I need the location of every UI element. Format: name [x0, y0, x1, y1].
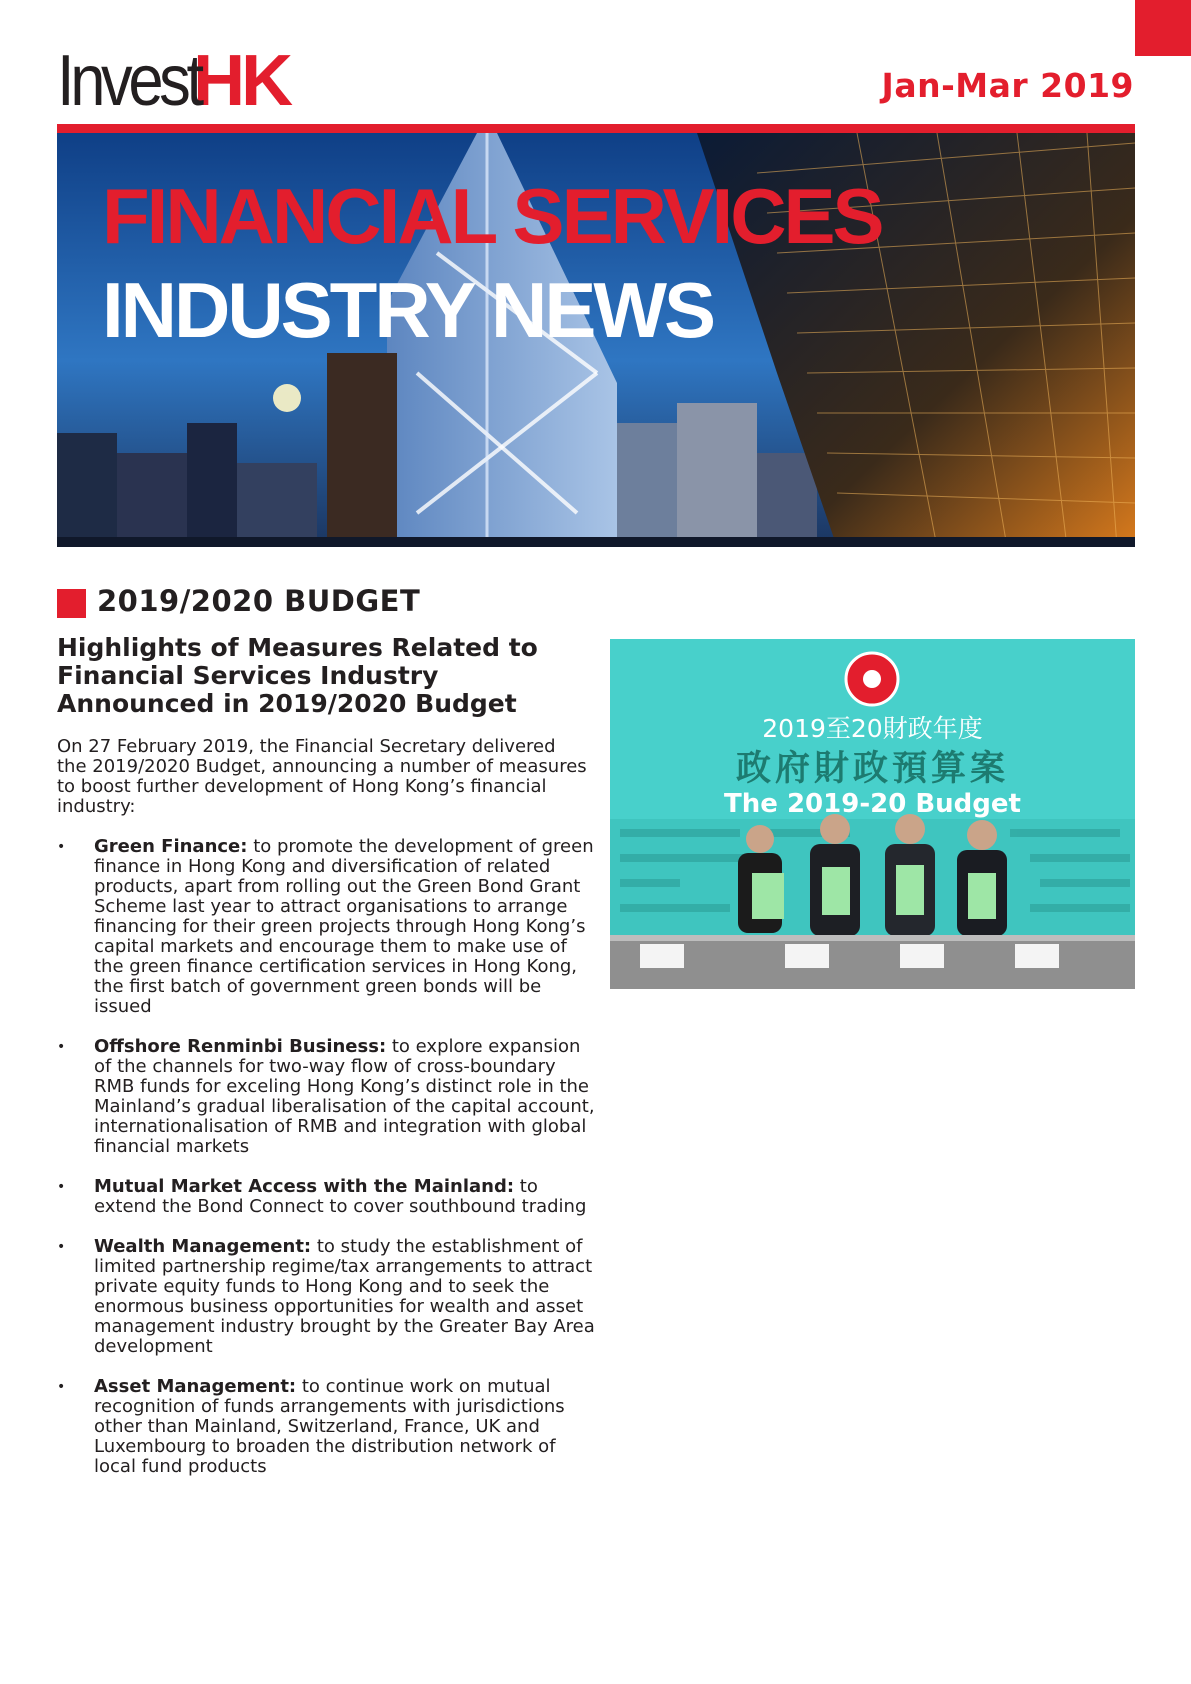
hero-title-line1: FINANCIAL SERVICES	[102, 172, 882, 260]
list-item-mutual-market-access	[57, 1177, 597, 1217]
logo-word-invest: Invest	[57, 41, 200, 121]
section-title: 2019/2020 BUDGET	[97, 584, 421, 618]
bullet-icon: •	[57, 839, 66, 855]
bullet-heading: Green Finance:	[94, 836, 248, 857]
issue-date: Jan-Mar 2019	[881, 66, 1134, 105]
bullet-heading: Offshore Renminbi Business:	[94, 1036, 387, 1057]
photo-backdrop-year: 2019至20財政年度	[762, 714, 983, 743]
investhk-logo	[57, 41, 290, 121]
section-marker	[57, 589, 86, 618]
bullet-heading: Wealth Management:	[94, 1236, 312, 1257]
bullet-text: to study the establishment of limited partnership regime/tax arrangements to attract private equity funds to Hong Kong and to seek the enormous business opportunities for wealth and asset management industry brought by the Greater Bay Area development	[94, 1236, 595, 1357]
photo-backdrop-title-english: The 2019-20 Budget	[724, 789, 1021, 819]
bullet-text: to promote the development of green finance in Hong Kong and diversification of related products, apart from rolling out the Green Bond Grant Scheme last year to attract organisations to arrange financing for their green projects through Hong Kong’s capital markets and encourage them to make use of the green finance certification services in Hong Kong, the first batch of government green bonds will be issued	[94, 836, 594, 1017]
photo-backdrop-title-chinese: 政府財政預算案	[735, 749, 1009, 789]
bullet-icon: •	[57, 1179, 66, 1195]
bullet-text: to explore expansion of the channels for two-way flow of cross-boundary RMB funds for exceling Hong Kong’s distinct role in the Mainland’s gradual liberalisation of the capital account, internationalisation of RMB and integration with global financial markets	[94, 1036, 595, 1157]
header-divider	[57, 124, 1135, 133]
bullet-icon: •	[57, 1239, 66, 1255]
logo-word-hk: HK	[193, 41, 290, 121]
list-item-offshore-renminbi	[57, 1037, 597, 1157]
bullet-heading: Mutual Market Access with the Mainland:	[94, 1176, 515, 1197]
hero-banner	[57, 133, 1135, 547]
bullet-text: to extend the Bond Connect to cover southbound trading	[94, 1176, 587, 1217]
corner-accent-block	[1135, 0, 1191, 56]
list-item-green-finance	[57, 837, 597, 1017]
bullet-text: to continue work on mutual recognition of funds arrangements with jurisdictions other than Mainland, Switzerland, France, UK and Luxembourg to broaden the distribution network of local fund products	[94, 1376, 565, 1477]
bullet-icon: •	[57, 1039, 66, 1055]
measures-list	[57, 837, 597, 1477]
article-headline: Highlights of Measures Related to Financial Services Industry Announced in 2019/2020 Budget	[57, 633, 538, 718]
article-intro: On 27 February 2019, the Financial Secretary delivered the 2019/2020 Budget, announcing a number of measures to boost further development of Hong Kong’s financial industry:	[57, 736, 587, 817]
list-item-asset-management	[57, 1377, 597, 1477]
budget-press-conference-photo	[610, 639, 1135, 989]
list-item-wealth-management	[57, 1237, 597, 1357]
hero-title-line2: INDUSTRY NEWS	[102, 266, 714, 354]
bullet-icon: •	[57, 1379, 66, 1395]
bullet-heading: Asset Management:	[94, 1376, 297, 1397]
